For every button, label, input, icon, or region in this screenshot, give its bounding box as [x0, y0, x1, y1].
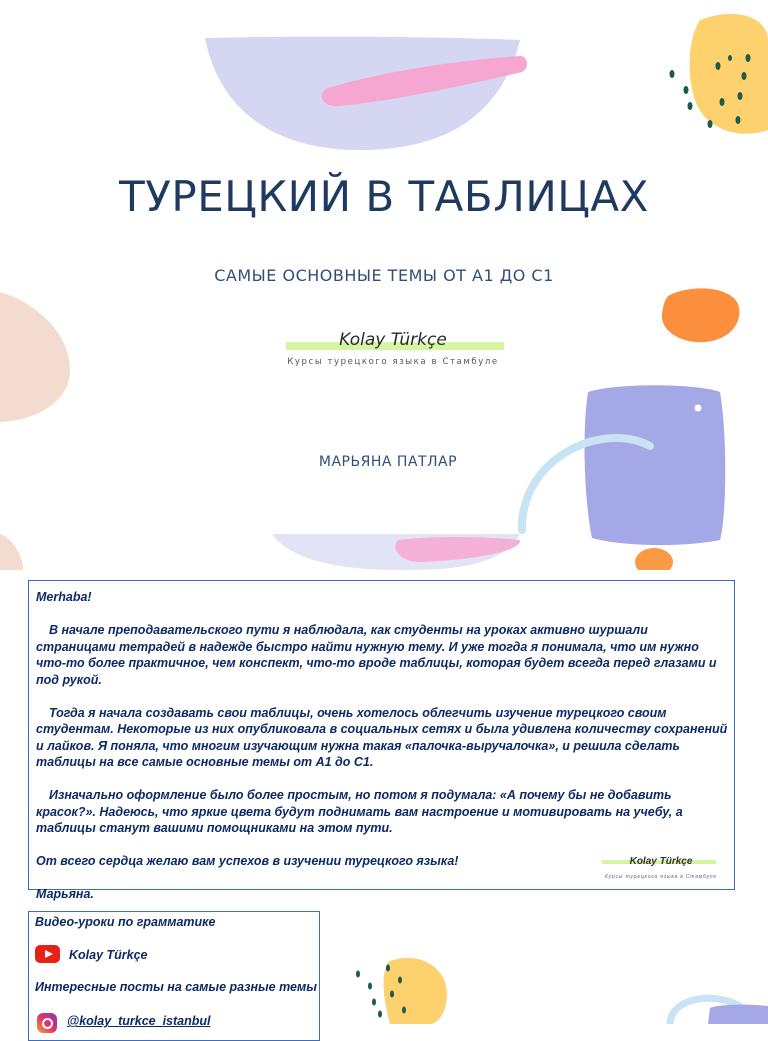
letter-paragraph-3: Изначально оформление было более простым, но потом я подумала: «А почему бы не добавить красок?». Надеюсь, что яркие цвета будут поднимать вам настроение и мотивировать на учебу, а таблицы станут вашими помощниками на этом пути.	[36, 788, 683, 835]
letter-logo-name: Kolay Türkçe	[629, 856, 693, 867]
youtube-channel-link[interactable]: Kolay Türkçe	[69, 948, 148, 962]
brand-logo	[283, 330, 503, 372]
social-links-box	[28, 911, 320, 1041]
bottom-decorative-shapes	[340, 950, 768, 1024]
letter-logo-tagline: Курсы турецкого языка в Стамбуле	[605, 874, 717, 880]
author-name: МАРЬЯНА ПАТЛАР	[318, 454, 458, 470]
video-lessons-heading: Видео-уроки по грамматике	[35, 915, 216, 929]
letter-greeting: Merhaba!	[36, 590, 92, 604]
logo-name: Kolay Türkçe	[339, 330, 447, 350]
welcome-letter	[28, 580, 735, 901]
letter-signature: Марьяна.	[36, 887, 94, 901]
instagram-icon[interactable]	[37, 1013, 57, 1033]
posts-heading: Интересные посты на самые разные темы	[35, 980, 317, 994]
letter-paragraph-2: Тогда я начала создавать свои таблицы, очень хотелось облегчить изучение турецкого своим студентам. Некоторые из них опубликовала в социальных сетях и была удивлена количеству сохранений и лайков. Я поняла, что многим изучающим нужна такая «палочка-выручалочка», и решила сделать таблицы на все самые основные темы от А1 до С1.	[36, 705, 728, 769]
youtube-icon[interactable]	[35, 945, 60, 963]
letter-logo	[602, 854, 720, 880]
page-title: ТУРЕЦКИЙ В ТАБЛИЦАХ	[119, 172, 649, 221]
instagram-handle-link[interactable]: @kolay_turkce_istanbul	[67, 1014, 211, 1028]
letter-paragraph-1: В начале преподавательского пути я наблюдала, как студенты на уроках активно шуршали страницами тетрадей в надежде быстро найти нужную тему. И уже тогда я понимала, что им нужно что-то более практичное, чем конспект, что-то вроде таблицы, которая будет всегда перед глазами и под рукой.	[36, 623, 717, 687]
letter-wish: От всего сердца желаю вам успехов в изучении турецкого языка!	[36, 854, 459, 868]
page-subtitle: САМЫЕ ОСНОВНЫЕ ТЕМЫ ОТ А1 ДО С1	[214, 266, 554, 285]
logo-tagline: Курсы турецкого языка в Стамбуле	[287, 357, 499, 367]
